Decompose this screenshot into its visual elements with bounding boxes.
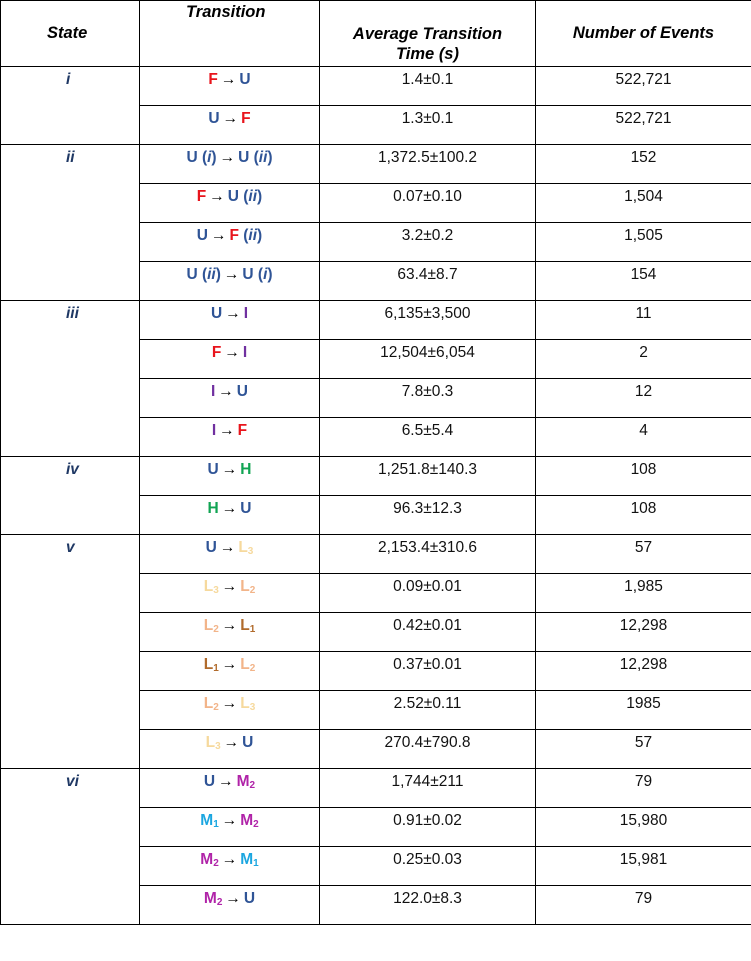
number-of-events-cell: 79 <box>536 886 751 925</box>
transition-species: U <box>205 539 217 556</box>
arrow-icon: → <box>218 383 234 400</box>
transition-species: L <box>240 656 250 673</box>
transition-species: ) <box>267 149 273 166</box>
header-average-time <box>320 1 536 67</box>
transition-cell <box>140 301 320 340</box>
transition-cell <box>140 574 320 613</box>
number-of-events-cell: 15,981 <box>536 847 751 886</box>
arrow-icon: → <box>225 890 241 907</box>
average-time-cell: 6.5±5.4 <box>320 418 536 457</box>
average-time-cell: 3.2±0.2 <box>320 223 536 262</box>
number-of-events-cell: 108 <box>536 457 751 496</box>
number-of-events-cell: 522,721 <box>536 106 751 145</box>
number-of-events-cell: 4 <box>536 418 751 457</box>
arrow-icon: → <box>210 227 227 244</box>
transition-species: ) <box>267 266 273 283</box>
state-cell: v <box>1 535 140 769</box>
transition-species: U ( <box>186 149 208 166</box>
number-of-events-cell: 522,721 <box>536 67 751 106</box>
transition-species: U <box>239 71 251 88</box>
species-subscript: 2 <box>249 585 256 596</box>
transition-species: M <box>200 851 214 868</box>
number-of-events-cell: 57 <box>536 535 751 574</box>
transition-cell <box>140 184 320 223</box>
transition-cell <box>140 886 320 925</box>
arrow-icon: → <box>224 344 240 361</box>
species-subscript: 3 <box>247 546 254 557</box>
transition-species: ) <box>215 266 221 283</box>
species-subscript: 1 <box>213 819 219 830</box>
number-of-events-cell: 79 <box>536 769 751 808</box>
average-time-cell: 1,372.5±100.2 <box>320 145 536 184</box>
transition-species: I <box>242 344 248 361</box>
average-time-cell: 96.3±12.3 <box>320 496 536 535</box>
transition-cell <box>140 730 320 769</box>
transition-species: L <box>203 617 214 634</box>
transition-cell <box>140 535 320 574</box>
average-time-cell: 7.8±0.3 <box>320 379 536 418</box>
number-of-events-cell: 1,505 <box>536 223 751 262</box>
arrow-icon: → <box>221 851 238 868</box>
species-subscript: 1 <box>249 624 256 635</box>
transition-species: U ( <box>227 188 249 205</box>
transition-cell <box>140 145 320 184</box>
arrow-icon: → <box>221 578 238 595</box>
number-of-events-cell: 12 <box>536 379 751 418</box>
transition-species: M <box>240 851 254 868</box>
arrow-icon: → <box>219 149 236 166</box>
arrow-icon: → <box>221 461 238 478</box>
table-row <box>1 301 751 340</box>
transition-cell <box>140 379 320 418</box>
number-of-events-cell: 152 <box>536 145 751 184</box>
arrow-icon: → <box>219 422 235 439</box>
transition-species: ii <box>248 227 258 244</box>
transition-species: U <box>236 383 248 400</box>
average-time-cell: 122.0±8.3 <box>320 886 536 925</box>
transition-cell <box>140 340 320 379</box>
average-time-cell: 1.3±0.1 <box>320 106 536 145</box>
number-of-events-cell: 15,980 <box>536 808 751 847</box>
average-time-cell: 6,135±3,500 <box>320 301 536 340</box>
transition-species: U ( <box>238 149 259 166</box>
transition-species: U <box>243 890 256 907</box>
transition-cell <box>140 106 320 145</box>
transition-species: ii <box>207 266 216 283</box>
arrow-icon: → <box>223 266 240 283</box>
average-time-cell: 2,153.4±310.6 <box>320 535 536 574</box>
number-of-events-cell: 2 <box>536 340 751 379</box>
transition-species: ) <box>257 188 263 205</box>
transition-cell <box>140 223 320 262</box>
arrow-icon: → <box>219 539 236 556</box>
transition-species: F <box>237 422 248 439</box>
table-row <box>1 145 751 184</box>
average-time-cell: 0.25±0.03 <box>320 847 536 886</box>
state-cell: vi <box>1 769 140 925</box>
transition-species: L <box>203 656 214 673</box>
arrow-icon: → <box>225 305 241 322</box>
transition-cell <box>140 457 320 496</box>
header-number-of-events: Number of Events <box>536 1 751 67</box>
transition-species: F <box>208 71 218 88</box>
transition-species: M <box>203 890 217 907</box>
species-subscript: 2 <box>213 858 219 869</box>
transition-cell <box>140 496 320 535</box>
average-time-cell: 12,504±6,054 <box>320 340 536 379</box>
transition-cell <box>140 691 320 730</box>
transition-species: U <box>210 305 223 322</box>
transition-species: F <box>241 110 251 127</box>
header-time-line2: Time (s) <box>396 45 459 63</box>
table-row <box>1 457 751 496</box>
state-cell: i <box>1 67 140 145</box>
state-cell: iii <box>1 301 140 457</box>
transition-cell <box>140 418 320 457</box>
number-of-events-cell: 154 <box>536 262 751 301</box>
transition-species: U <box>207 461 219 478</box>
header-transition: Transition <box>140 1 320 67</box>
transition-species: ) <box>211 149 217 166</box>
transition-cell <box>140 262 320 301</box>
transition-cell <box>140 847 320 886</box>
transition-species: U <box>240 500 252 517</box>
average-time-cell: 0.42±0.01 <box>320 613 536 652</box>
transition-species: L <box>203 695 214 712</box>
species-subscript: 3 <box>213 585 219 596</box>
arrow-icon: → <box>222 110 239 127</box>
table-row <box>1 67 751 106</box>
transition-cell <box>140 808 320 847</box>
transition-species: ii <box>248 188 258 205</box>
transition-cell <box>140 613 320 652</box>
transition-species: H <box>207 500 219 517</box>
transition-species: L <box>240 578 250 595</box>
transition-species: ii <box>258 149 268 166</box>
state-cell: ii <box>1 145 140 301</box>
transition-species: i <box>263 266 268 283</box>
arrow-icon: → <box>221 617 238 634</box>
transition-cell <box>140 67 320 106</box>
number-of-events-cell: 12,298 <box>536 613 751 652</box>
transition-species: L <box>203 578 214 595</box>
number-of-events-cell: 11 <box>536 301 751 340</box>
average-time-cell: 1.4±0.1 <box>320 67 536 106</box>
transition-species: U ( <box>186 266 208 283</box>
number-of-events-cell: 12,298 <box>536 652 751 691</box>
transition-species: F <box>211 344 222 361</box>
transition-species: L <box>240 617 250 634</box>
species-subscript: 2 <box>213 702 219 713</box>
number-of-events-cell: 1,985 <box>536 574 751 613</box>
transition-species: H <box>240 461 252 478</box>
transition-species: ( <box>238 227 249 244</box>
average-time-cell: 0.91±0.02 <box>320 808 536 847</box>
average-time-cell: 0.09±0.01 <box>320 574 536 613</box>
table-body <box>1 67 751 925</box>
number-of-events-cell: 108 <box>536 496 751 535</box>
arrow-icon: → <box>221 695 238 712</box>
arrow-icon: → <box>223 734 240 751</box>
transition-species: M <box>240 812 254 829</box>
arrow-icon: → <box>221 812 238 829</box>
species-subscript: 1 <box>253 858 259 869</box>
transition-species: I <box>210 383 216 400</box>
species-subscript: 1 <box>213 663 219 674</box>
table-row <box>1 535 751 574</box>
state-cell: iv <box>1 457 140 535</box>
transition-cell <box>140 652 320 691</box>
transition-species: F <box>229 227 239 244</box>
header-time-line1: Average Transition <box>352 25 503 43</box>
transition-species: I <box>243 305 248 322</box>
transition-species: U <box>203 773 216 790</box>
transition-species: M <box>200 812 214 829</box>
arrow-icon: → <box>221 500 238 517</box>
transition-species: L <box>240 695 250 712</box>
average-time-cell: 270.4±790.8 <box>320 730 536 769</box>
number-of-events-cell: 1985 <box>536 691 751 730</box>
table-row <box>1 769 751 808</box>
transition-cell <box>140 769 320 808</box>
average-time-cell: 0.37±0.01 <box>320 652 536 691</box>
header-row <box>1 1 751 67</box>
average-time-cell: 63.4±8.7 <box>320 262 536 301</box>
number-of-events-cell: 1,504 <box>536 184 751 223</box>
average-time-cell: 1,744±211 <box>320 769 536 808</box>
transition-species: U <box>208 110 220 127</box>
arrow-icon: → <box>218 773 234 790</box>
species-subscript: 2 <box>249 780 256 791</box>
species-subscript: 2 <box>249 663 256 674</box>
species-subscript: 3 <box>215 741 221 752</box>
transition-species: U ( <box>242 266 264 283</box>
transition-species: I <box>211 422 217 439</box>
transition-species: U <box>242 734 254 751</box>
species-subscript: 2 <box>213 624 219 635</box>
transition-species: ) <box>257 227 263 244</box>
transition-species: M <box>236 773 250 790</box>
arrow-icon: → <box>209 188 225 205</box>
transition-species: i <box>207 149 212 166</box>
transition-species: L <box>238 539 248 556</box>
species-subscript: 2 <box>253 819 259 830</box>
transition-species: L <box>205 734 216 751</box>
average-time-cell: 0.07±0.10 <box>320 184 536 223</box>
average-time-cell: 2.52±0.11 <box>320 691 536 730</box>
species-subscript: 2 <box>216 897 223 908</box>
average-time-cell: 1,251.8±140.3 <box>320 457 536 496</box>
number-of-events-cell: 57 <box>536 730 751 769</box>
arrow-icon: → <box>221 656 238 673</box>
arrow-icon: → <box>220 71 237 88</box>
transition-species: F <box>196 188 207 205</box>
header-state: State <box>1 1 140 67</box>
species-subscript: 3 <box>249 702 256 713</box>
transition-species: U <box>196 227 208 244</box>
